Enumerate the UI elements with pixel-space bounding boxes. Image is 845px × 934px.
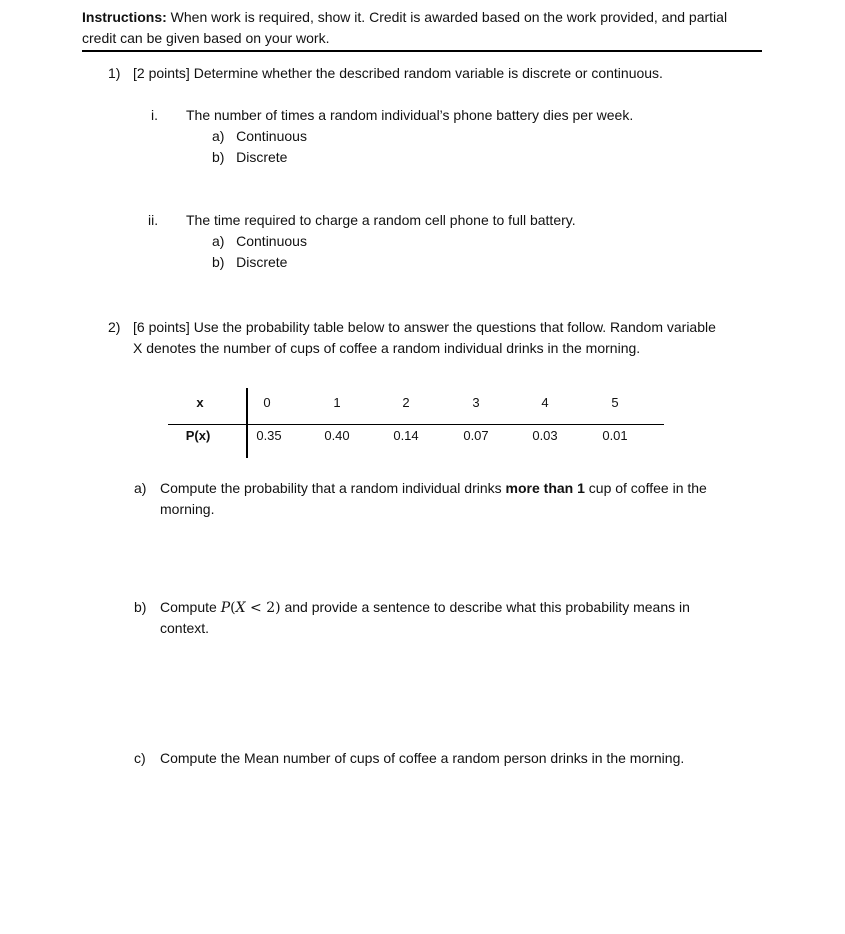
q2-part-c-text: Compute the Mean number of cups of coffee a random person drinks in the morning. [160, 750, 685, 766]
part-b-math [221, 600, 281, 616]
option-letter: a) [212, 128, 225, 144]
table-p-value: 0.03 [532, 428, 558, 443]
part-a-text-post: cup of coffee in the [584, 480, 707, 496]
table-x-value: 2 [402, 395, 410, 410]
q1-item-ii-text: The time required to charge a random cell phone to full battery. [186, 212, 576, 228]
part-a-text-bold: more than 1 [505, 480, 585, 496]
instructions-text-1: When work is required, show it. Credit is awarded based on the work provided, and partial [166, 9, 728, 25]
option-label: Discrete [236, 149, 288, 165]
part-b-text-post: and provide a sentence to describe what this probability means in [280, 599, 690, 615]
q1-item-ii-option-b [212, 252, 287, 273]
header-divider [82, 50, 762, 52]
table-x-value: 3 [472, 395, 480, 410]
table-p-value: 0.01 [602, 428, 628, 443]
q1-item-i-option-a [212, 126, 307, 147]
q1-item-ii-option-a [212, 231, 307, 252]
q2-part-a-line-2: morning. [160, 501, 215, 517]
q2-part-a-letter: a) [134, 480, 147, 496]
instructions-block [82, 7, 762, 49]
table-x-value: 5 [611, 395, 619, 410]
table-x-value: 1 [333, 395, 341, 410]
q2-prompt-line-1: [6 points] Use the probability table below to answer the questions that follow. Random variable [133, 319, 716, 335]
table-x-header: x [196, 395, 204, 410]
q2-part-b-letter: b) [134, 599, 147, 615]
q2-part-a-line-1 [160, 478, 707, 499]
table-x-value: 4 [541, 395, 549, 410]
q2-part-b-line-1 [160, 597, 690, 619]
q1-number: 1) [108, 65, 121, 81]
option-label: Discrete [236, 254, 288, 270]
q1-item-i-numeral: i. [151, 107, 158, 123]
q1-prompt: [2 points] Determine whether the described random variable is discrete or continuous. [133, 65, 663, 81]
probability-table [168, 388, 668, 460]
q2-part-c-letter: c) [134, 750, 146, 766]
table-p-value: 0.14 [393, 428, 419, 443]
option-letter: a) [212, 233, 225, 249]
math-x: X [235, 600, 246, 616]
math-rest: < 2) [245, 600, 281, 616]
table-x-value: 0 [263, 395, 271, 410]
math-p: P [220, 600, 231, 616]
table-p-header: P(x) [185, 428, 211, 443]
option-label: Continuous [236, 128, 307, 144]
part-b-text-pre: Compute [160, 599, 221, 615]
q1-item-i-text: The number of times a random individual’s phone battery dies per week. [186, 107, 634, 123]
instructions-line-1 [82, 7, 762, 28]
instructions-line-2: credit can be given based on your work. [82, 30, 330, 46]
q1-item-i-option-b [212, 147, 287, 168]
option-label: Continuous [236, 233, 307, 249]
table-horizontal-divider [168, 424, 664, 425]
q2-prompt-line-2: X denotes the number of cups of coffee a random individual drinks in the morning. [133, 340, 641, 356]
math-open: ( [230, 600, 236, 616]
table-p-value: 0.40 [324, 428, 350, 443]
table-p-value: 0.35 [256, 428, 282, 443]
option-letter: b) [212, 149, 225, 165]
instructions-label: Instructions: [82, 9, 167, 25]
part-a-text-pre: Compute the probability that a random individual drinks [160, 480, 506, 496]
q1-item-ii-numeral: ii. [148, 212, 159, 228]
table-vertical-divider [246, 388, 248, 458]
table-p-value: 0.07 [463, 428, 489, 443]
option-letter: b) [212, 254, 225, 270]
q2-part-b-line-2: context. [160, 620, 210, 636]
q2-number: 2) [108, 319, 121, 335]
